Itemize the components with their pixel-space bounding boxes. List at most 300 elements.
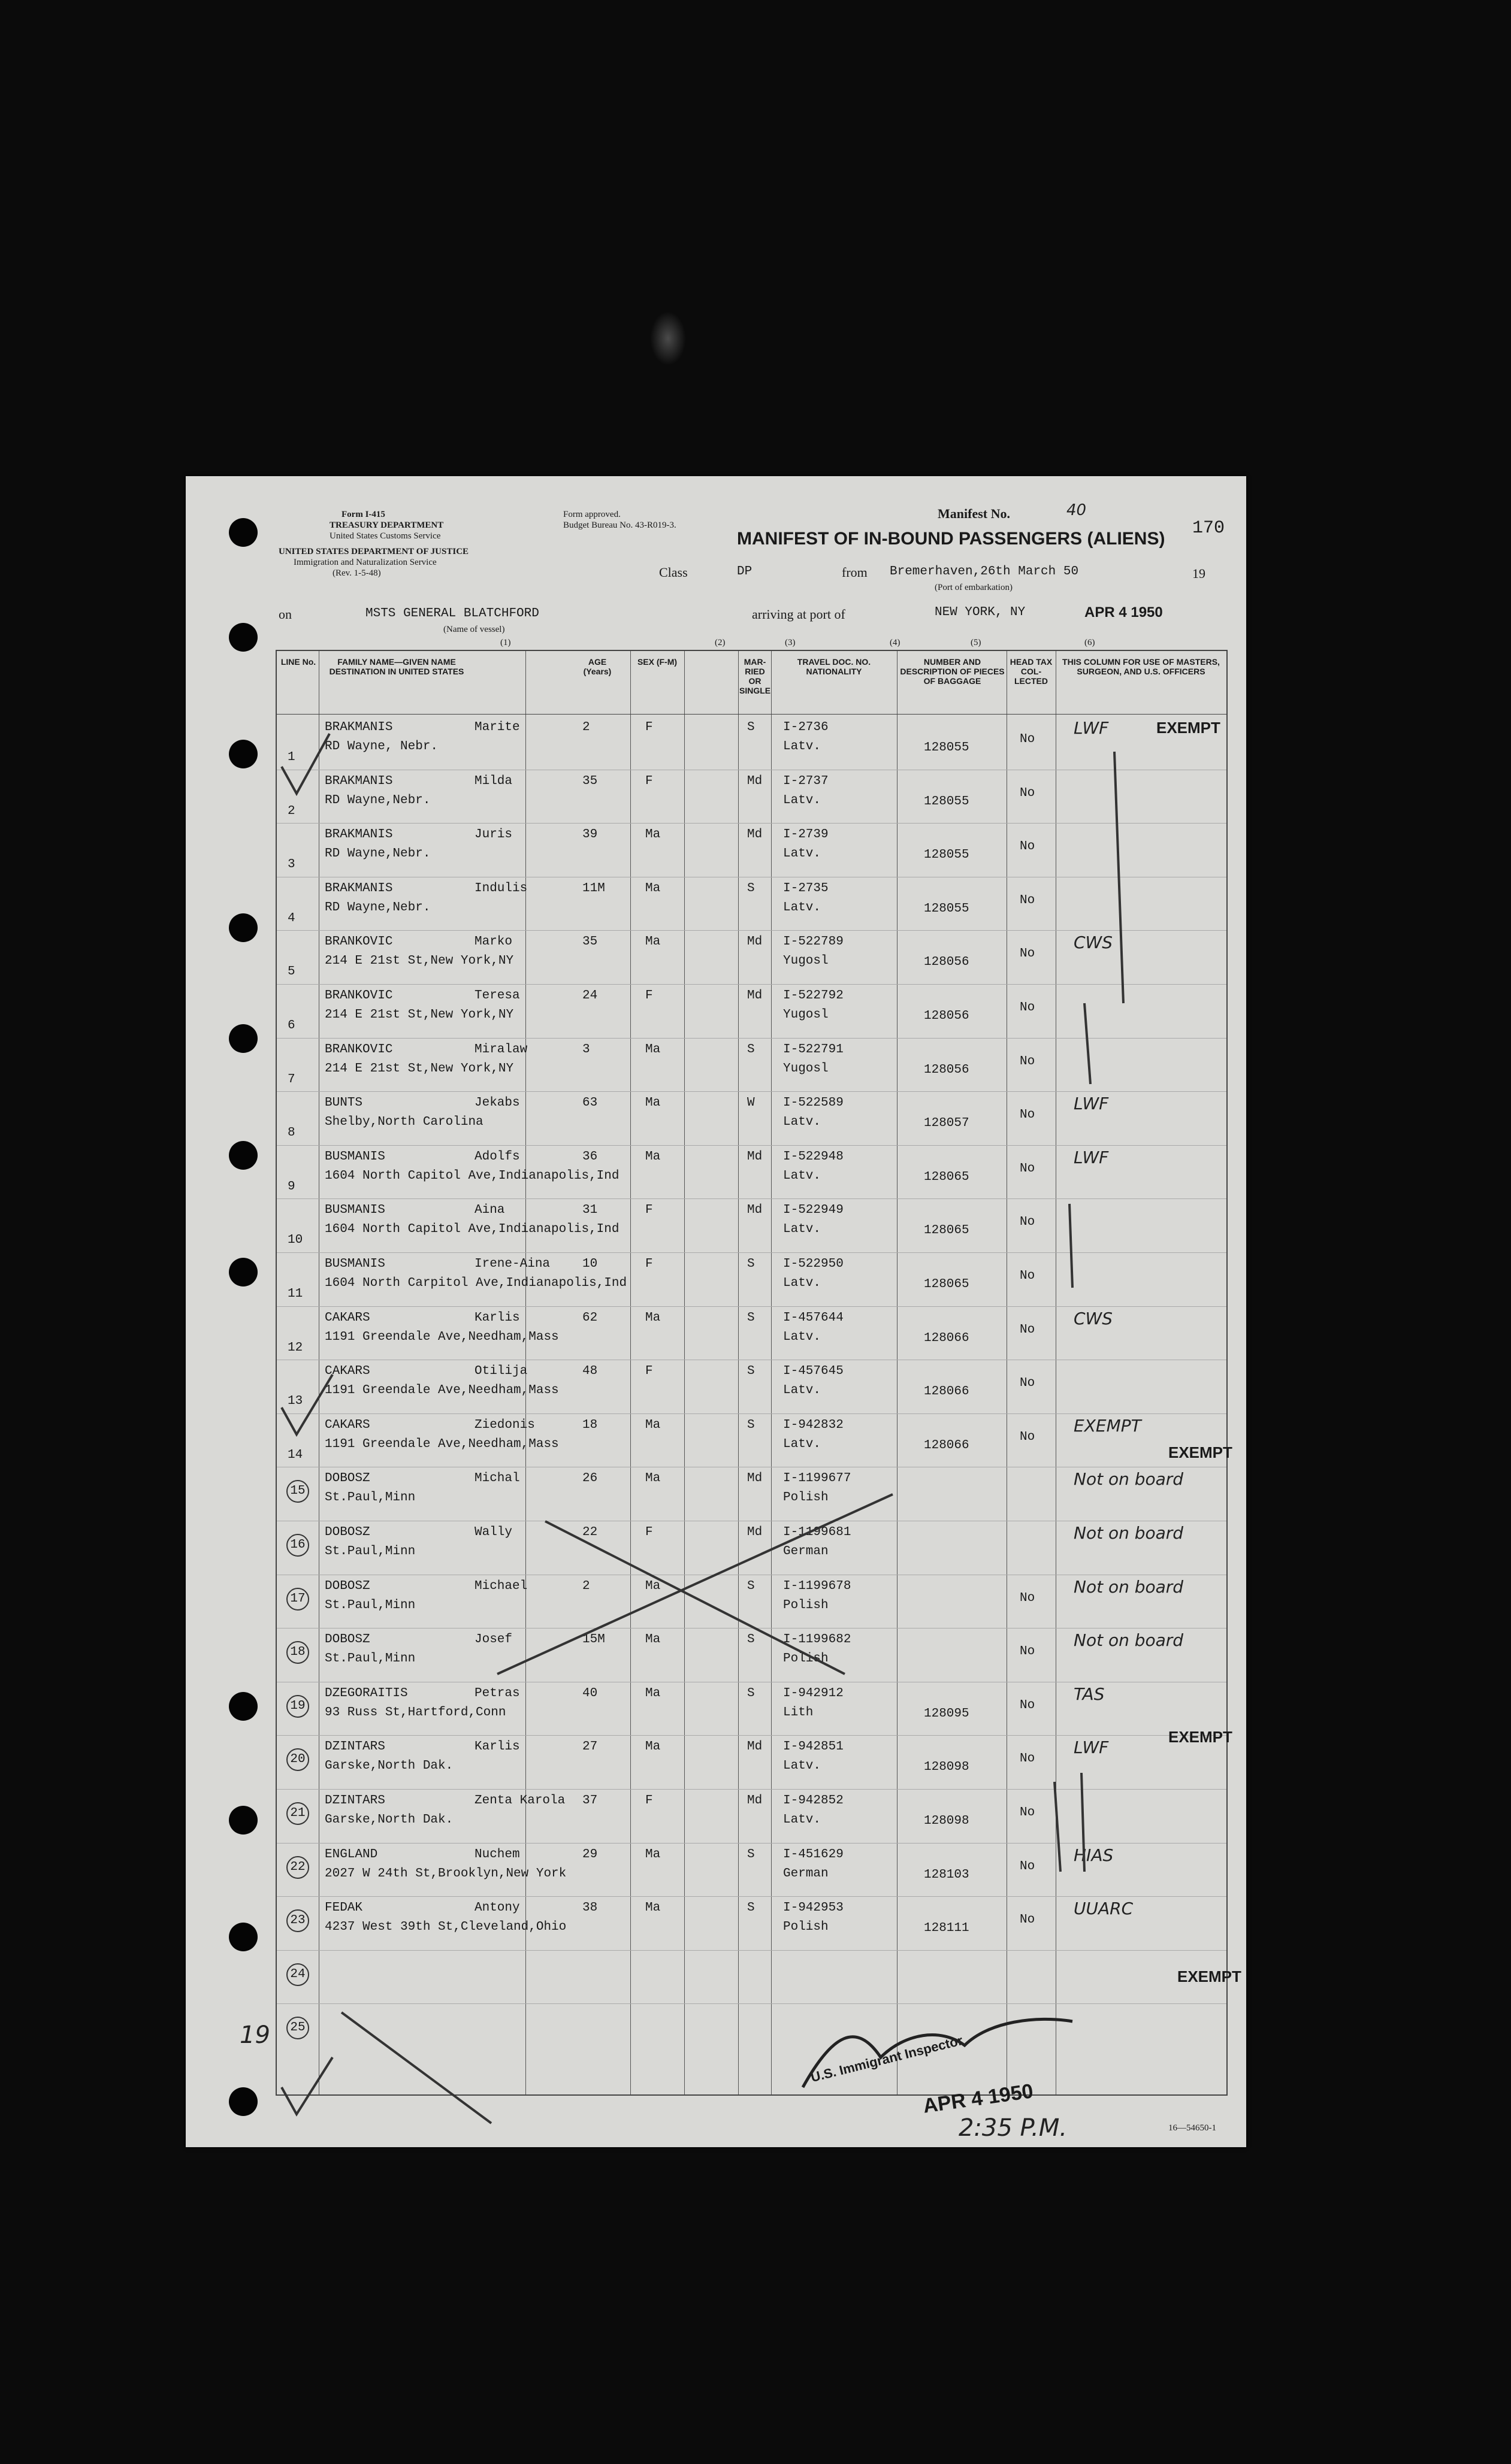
destination: 1191 Greendale Ave,Needham,Mass — [325, 1330, 559, 1344]
head-tax: No — [1020, 1054, 1035, 1068]
sex: Ma — [645, 1847, 661, 1861]
line-number: 7 — [288, 1072, 295, 1086]
sex: Ma — [645, 1310, 661, 1325]
margin-number: 19 — [240, 2021, 270, 2049]
head-tax: No — [1020, 947, 1035, 961]
nationality: Latv. — [783, 1437, 821, 1451]
destination: Garske,North Dak. — [325, 1813, 454, 1827]
age: 24 — [582, 989, 598, 1003]
baggage: 128098 — [924, 1760, 969, 1775]
given-name: Wally — [475, 1525, 513, 1539]
nationality: Yugosl — [783, 954, 829, 968]
family-name: BRAKMANIS — [325, 721, 393, 734]
sex: F — [645, 1203, 653, 1218]
col-num-5: (5) — [971, 638, 981, 647]
line-number: 11 — [288, 1287, 303, 1301]
on-label: on — [279, 607, 292, 622]
nationality: Latv. — [783, 793, 821, 807]
travel-doc-number: I-522949 — [783, 1203, 844, 1218]
nationality: Polish — [783, 1920, 829, 1935]
travel-doc-number: I-1199678 — [783, 1579, 851, 1593]
sex: F — [645, 1525, 653, 1539]
from-label: from — [842, 565, 868, 580]
destination: RD Wayne, Nebr. — [325, 740, 439, 753]
handwritten-marks — [186, 476, 1246, 2147]
embark-caption: (Port of embarkation) — [935, 583, 1013, 592]
given-name: Otilija — [475, 1364, 528, 1379]
officer-note: Not on board — [1074, 1523, 1184, 1543]
family-name: BUSMANIS — [325, 1203, 385, 1218]
marital-status: S — [747, 1686, 755, 1700]
marital-status: Md — [747, 935, 763, 949]
marital-status: Md — [747, 1203, 763, 1218]
col-header-baggage: NUMBER AND DESCRIPTION OF PIECES OF BAGGAGE — [900, 657, 1005, 686]
family-name: BRANKOVIC — [325, 1042, 393, 1057]
ins-service: Immigration and Naturalization Service — [294, 558, 437, 567]
given-name: Teresa — [475, 989, 520, 1003]
col-header-head-tax: HEAD TAX COL-LECTED — [1010, 657, 1053, 686]
justice-dept: UNITED STATES DEPARTMENT OF JUSTICE — [279, 547, 469, 556]
marital-status: S — [747, 1847, 755, 1861]
head-tax: No — [1020, 1322, 1035, 1337]
embark-port: Bremerhaven,26th March 50 — [890, 565, 1079, 579]
line-number: 20 — [286, 1748, 309, 1771]
family-name: BUNTS — [325, 1096, 363, 1110]
col-header-sex: SEX (F-M) — [637, 657, 678, 667]
baggage: 128066 — [924, 1331, 969, 1345]
line-number: 6 — [288, 1019, 295, 1033]
col-header-line: LINE No. — [280, 657, 316, 667]
nationality: Latv. — [783, 1169, 821, 1183]
age: 37 — [582, 1794, 598, 1808]
nationality: Latv. — [783, 1222, 821, 1237]
col-header-married: MAR-RIED OR SINGLE — [739, 657, 771, 696]
travel-doc-number: I-2736 — [783, 721, 829, 734]
age: 36 — [582, 1149, 598, 1164]
col-header-age: AGE (Years) — [583, 657, 612, 677]
marital-status: W — [747, 1096, 755, 1110]
head-tax: No — [1020, 1806, 1035, 1820]
destination: 1604 North Carpitol Ave,Indianapolis,Ind — [325, 1276, 627, 1290]
treasury-dept: TREASURY DEPARTMENT — [330, 520, 444, 530]
sex: Ma — [645, 1149, 661, 1164]
family-name: DOBOSZ — [325, 1525, 370, 1539]
col-header-officers: THIS COLUMN FOR USE OF MASTERS, SURGEON, AND U.S. OFFICERS — [1062, 657, 1220, 677]
age: 26 — [582, 1472, 598, 1486]
age: 63 — [582, 1096, 598, 1110]
travel-doc-number: I-1199681 — [783, 1525, 851, 1539]
inspector-stamp-date: APR 4 1950 — [921, 2079, 1035, 2118]
sex: Ma — [645, 1472, 661, 1486]
marital-status: Md — [747, 1525, 763, 1539]
col-header-travel-doc: TRAVEL DOC. NO. NATIONALITY — [797, 657, 871, 677]
footer-code: 16—54650-1 — [1168, 2123, 1216, 2133]
family-name: BRAKMANIS — [325, 774, 393, 788]
line-number: 9 — [288, 1179, 295, 1194]
family-name: DZEGORAITIS — [325, 1686, 408, 1700]
baggage: 128111 — [924, 1921, 969, 1936]
marital-status: Md — [747, 989, 763, 1003]
given-name: Marite — [475, 721, 520, 734]
nationality: Latv. — [783, 1813, 821, 1827]
destination: St.Paul,Minn — [325, 1652, 416, 1666]
line-number: 16 — [286, 1534, 309, 1557]
marital-status: Md — [747, 1149, 763, 1164]
inspector-stamp-title: U.S. Immigrant Inspector — [809, 2032, 965, 2085]
marital-status: Md — [747, 1794, 763, 1808]
head-tax: No — [1020, 1001, 1035, 1015]
travel-doc-number: I-942852 — [783, 1794, 844, 1808]
line-number: 4 — [288, 911, 295, 925]
officer-note: CWS — [1074, 1308, 1113, 1328]
baggage: 128066 — [924, 1438, 969, 1452]
marital-status: S — [747, 881, 755, 895]
age: 29 — [582, 1847, 598, 1861]
line-number: 10 — [288, 1233, 303, 1248]
officer-note: LWF — [1074, 718, 1109, 738]
baggage: 128056 — [924, 1063, 969, 1077]
nationality: Latv. — [783, 1330, 821, 1344]
age: 35 — [582, 774, 598, 788]
line-number: 24 — [286, 1963, 309, 1986]
officer-note: LWF — [1074, 1094, 1109, 1114]
page-number: 170 — [1192, 518, 1225, 538]
head-tax: No — [1020, 1698, 1035, 1712]
travel-doc-number: I-451629 — [783, 1847, 844, 1861]
nationality: Yugosl — [783, 1061, 829, 1076]
destination: Garske,North Dak. — [325, 1759, 454, 1773]
marital-status: Md — [747, 1472, 763, 1486]
family-name: BUSMANIS — [325, 1149, 385, 1164]
family-name: DZINTARS — [325, 1740, 385, 1754]
destination: RD Wayne,Nebr. — [325, 900, 431, 915]
line-number: 12 — [288, 1340, 303, 1355]
baggage: 128095 — [924, 1706, 969, 1721]
officer-note: UUARC — [1074, 1899, 1134, 1919]
destination: 1604 North Capitol Ave,Indianapolis,Ind — [325, 1169, 619, 1183]
year-label: 19 — [1192, 566, 1205, 581]
line-number: 21 — [286, 1802, 309, 1825]
head-tax: No — [1020, 1108, 1035, 1122]
officer-note: Not on board — [1074, 1630, 1184, 1651]
line-number: 23 — [286, 1909, 309, 1932]
sex: F — [645, 774, 653, 788]
nationality: German — [783, 1545, 829, 1558]
marital-status: S — [747, 1418, 755, 1432]
sex: Ma — [645, 1686, 661, 1700]
officer-note: LWF — [1074, 1147, 1109, 1167]
given-name: Adolfs — [475, 1149, 520, 1164]
sex: F — [645, 989, 653, 1003]
travel-doc-number: I-1199677 — [783, 1472, 851, 1486]
destination: 214 E 21st St,New York,NY — [325, 954, 514, 968]
travel-doc-number: I-522789 — [783, 935, 844, 949]
given-name: Aina — [475, 1203, 505, 1218]
sex: F — [645, 721, 653, 734]
head-tax: No — [1020, 732, 1035, 746]
col-header-name: FAMILY NAME—GIVEN NAME DESTINATION IN UNITED STATES — [329, 657, 464, 677]
head-tax: No — [1020, 893, 1035, 907]
col-num-2: (2) — [715, 638, 726, 647]
given-name: Michael — [475, 1579, 528, 1593]
given-name: Juris — [475, 828, 513, 842]
head-tax: No — [1020, 840, 1035, 854]
sex: Ma — [645, 1042, 661, 1057]
age: 40 — [582, 1686, 598, 1700]
sex: Ma — [645, 1418, 661, 1432]
travel-doc-number: I-457645 — [783, 1364, 844, 1379]
destination: Shelby,North Carolina — [325, 1115, 483, 1130]
line-number: 13 — [288, 1394, 303, 1409]
vessel-caption: (Name of vessel) — [443, 625, 505, 634]
manifest-number: 40 — [1066, 501, 1087, 519]
sex: F — [645, 1794, 653, 1808]
sex: F — [645, 1364, 653, 1379]
age: 48 — [582, 1364, 598, 1379]
family-name: DOBOSZ — [325, 1579, 370, 1593]
destination: St.Paul,Minn — [325, 1545, 416, 1558]
nationality: Latv. — [783, 1115, 821, 1130]
age: 35 — [582, 935, 598, 949]
age: 18 — [582, 1418, 598, 1432]
line-number: 1 — [288, 750, 295, 764]
travel-doc-number: I-522950 — [783, 1257, 844, 1271]
destination: St.Paul,Minn — [325, 1491, 416, 1505]
sex: Ma — [645, 935, 661, 949]
given-name: Michal — [475, 1472, 520, 1486]
family-name: BRANKOVIC — [325, 989, 393, 1003]
officer-note: Not on board — [1074, 1576, 1184, 1597]
travel-doc-number: I-942832 — [783, 1418, 844, 1432]
exempt-stamp: EXEMPT — [1168, 1443, 1232, 1461]
line-number: 2 — [288, 804, 295, 818]
baggage: 128055 — [924, 741, 969, 755]
marital-status: S — [747, 1257, 755, 1271]
col-num-6: (6) — [1084, 638, 1095, 647]
arrival-date-stamp: APR 4 1950 — [1084, 604, 1163, 620]
marital-status: Md — [747, 1740, 763, 1754]
baggage: 128055 — [924, 848, 969, 862]
family-name: BUSMANIS — [325, 1257, 385, 1271]
col-num-1: (1) — [500, 638, 511, 647]
marital-status: S — [747, 1633, 755, 1647]
head-tax: No — [1020, 1645, 1035, 1659]
family-name: BRAKMANIS — [325, 828, 393, 842]
light-glare — [650, 311, 686, 365]
age: 22 — [582, 1525, 598, 1539]
sex: Ma — [645, 1096, 661, 1110]
manifest-page — [186, 476, 1246, 2147]
travel-doc-number: I-522589 — [783, 1096, 844, 1110]
age: 31 — [582, 1203, 598, 1218]
sex: Ma — [645, 1740, 661, 1754]
head-tax: No — [1020, 786, 1035, 800]
customs-service: United States Customs Service — [330, 531, 441, 541]
nationality: Polish — [783, 1598, 829, 1612]
manifest-label: Manifest No. — [938, 506, 1010, 521]
head-tax: No — [1020, 1591, 1035, 1605]
line-number: 22 — [286, 1856, 309, 1879]
destination: 4237 West 39th St,Cleveland,Ohio — [325, 1920, 567, 1935]
family-name: BRANKOVIC — [325, 935, 393, 949]
travel-doc-number: I-522792 — [783, 989, 844, 1003]
arrival-port: NEW YORK, NY — [935, 606, 1026, 619]
given-name: Miralaw — [475, 1042, 528, 1057]
baggage: 128055 — [924, 901, 969, 916]
marital-status: S — [747, 1901, 755, 1915]
inspector-signature — [803, 2019, 1072, 2087]
officer-note: LWF — [1074, 1737, 1109, 1758]
marital-status: S — [747, 1364, 755, 1379]
nationality: Latv. — [783, 1759, 821, 1773]
head-tax: No — [1020, 1913, 1035, 1927]
given-name: Marko — [475, 935, 513, 949]
inspector-stamp-time: 2:35 P.M. — [959, 2114, 1068, 2142]
age: 38 — [582, 1901, 598, 1915]
baggage: 128057 — [924, 1116, 969, 1131]
age: 39 — [582, 828, 598, 842]
baggage: 128065 — [924, 1278, 969, 1291]
head-tax: No — [1020, 1859, 1035, 1873]
destination: RD Wayne,Nebr. — [325, 847, 431, 861]
travel-doc-number: I-2739 — [783, 828, 829, 842]
nationality: Polish — [783, 1652, 829, 1666]
sex: Ma — [645, 1633, 661, 1647]
baggage: 128066 — [924, 1385, 969, 1399]
sex: Ma — [645, 1901, 661, 1915]
nationality: German — [783, 1866, 829, 1881]
family-name: CAKARS — [325, 1364, 370, 1379]
nationality: Latv. — [783, 847, 821, 861]
marital-status: S — [747, 1042, 755, 1057]
destination: 93 Russ St,Hartford,Conn — [325, 1705, 506, 1720]
age: 3 — [582, 1042, 590, 1057]
line-number: 8 — [288, 1126, 295, 1140]
given-name: Ziedonis — [475, 1418, 535, 1432]
officer-note: EXEMPT — [1074, 1415, 1141, 1436]
given-name: Zenta Karola — [475, 1794, 566, 1808]
line-number: 18 — [286, 1641, 309, 1664]
vessel-name: MSTS GENERAL BLATCHFORD — [365, 607, 539, 620]
head-tax: No — [1020, 1430, 1035, 1444]
family-name: DZINTARS — [325, 1794, 385, 1808]
exempt-stamp: EXEMPT — [1177, 1967, 1241, 1985]
baggage: 128065 — [924, 1224, 969, 1238]
form-approved: Form approved. — [563, 510, 621, 519]
class-label: Class — [659, 565, 688, 580]
given-name: Milda — [475, 774, 513, 788]
class-value: DP — [737, 565, 753, 579]
sex: Ma — [645, 1579, 661, 1593]
family-name: BRAKMANIS — [325, 881, 393, 895]
travel-doc-number: I-942851 — [783, 1740, 844, 1754]
family-name: DOBOSZ — [325, 1472, 370, 1486]
nationality: Latv. — [783, 740, 821, 753]
baggage: 128056 — [924, 1009, 969, 1023]
nationality: Latv. — [783, 900, 821, 915]
marital-status: S — [747, 721, 755, 734]
marital-status: S — [747, 1579, 755, 1593]
family-name: DOBOSZ — [325, 1633, 370, 1647]
travel-doc-number: I-2737 — [783, 774, 829, 788]
line-number: 15 — [286, 1480, 309, 1503]
age: 2 — [582, 1579, 590, 1593]
nationality: Latv. — [783, 1384, 821, 1398]
destination: 1191 Greendale Ave,Needham,Mass — [325, 1384, 559, 1398]
officer-note: CWS — [1074, 933, 1113, 953]
marital-status: Md — [747, 774, 763, 788]
head-tax: No — [1020, 1161, 1035, 1176]
given-name: Antony — [475, 1901, 520, 1915]
travel-doc-number: I-522791 — [783, 1042, 844, 1057]
baggage: 128055 — [924, 794, 969, 809]
document-title: MANIFEST OF IN-BOUND PASSENGERS (ALIENS) — [737, 529, 1165, 549]
travel-doc-number: I-522948 — [783, 1149, 844, 1164]
form-number: Form I-415 — [342, 510, 385, 519]
age: 27 — [582, 1740, 598, 1754]
sex: Ma — [645, 881, 661, 895]
officer-note: Not on board — [1074, 1469, 1184, 1490]
destination: 214 E 21st St,New York,NY — [325, 1008, 514, 1022]
line-number: 5 — [288, 965, 295, 979]
age: 10 — [582, 1257, 598, 1271]
sex: Ma — [645, 828, 661, 842]
officer-note: TAS — [1074, 1684, 1105, 1704]
arriving-label: arriving at port of — [752, 607, 845, 622]
given-name: Karlis — [475, 1310, 520, 1325]
given-name: Nuchem — [475, 1847, 520, 1861]
travel-doc-number: I-942953 — [783, 1901, 844, 1915]
destination: St.Paul,Minn — [325, 1598, 416, 1612]
head-tax: No — [1020, 1215, 1035, 1230]
age: 62 — [582, 1310, 598, 1325]
officer-note: HIAS — [1074, 1845, 1114, 1865]
exempt-stamp: EXEMPT — [1168, 1728, 1232, 1746]
family-name: ENGLAND — [325, 1847, 378, 1861]
head-tax: No — [1020, 1752, 1035, 1766]
revision: (Rev. 1-5-48) — [333, 568, 381, 578]
travel-doc-number: I-2735 — [783, 881, 829, 895]
destination: 2027 W 24th St,Brooklyn,New York — [325, 1866, 567, 1881]
given-name: Jekabs — [475, 1096, 520, 1110]
nationality: Lith — [783, 1705, 814, 1720]
travel-doc-number: I-457644 — [783, 1310, 844, 1325]
age: 2 — [582, 721, 590, 734]
age: 15M — [582, 1633, 605, 1647]
head-tax: No — [1020, 1376, 1035, 1391]
family-name: CAKARS — [325, 1418, 370, 1432]
given-name: Petras — [475, 1686, 520, 1700]
line-number: 19 — [286, 1695, 309, 1718]
destination: RD Wayne,Nebr. — [325, 793, 431, 807]
destination: 214 E 21st St,New York,NY — [325, 1061, 514, 1076]
travel-doc-number: I-1199682 — [783, 1633, 851, 1647]
marital-status: Md — [747, 828, 763, 842]
baggage: 128103 — [924, 1867, 969, 1882]
travel-doc-number: I-942912 — [783, 1686, 844, 1700]
sex: F — [645, 1257, 653, 1271]
line-number: 14 — [288, 1448, 303, 1462]
destination: 1604 North Capitol Ave,Indianapolis,Ind — [325, 1222, 619, 1237]
budget-bureau: Budget Bureau No. 43-R019-3. — [563, 520, 676, 530]
nationality: Yugosl — [783, 1008, 829, 1022]
given-name: Josef — [475, 1633, 513, 1647]
exempt-stamp: EXEMPT — [1156, 719, 1220, 737]
line-number: 17 — [286, 1588, 309, 1611]
col-num-3: (3) — [785, 638, 796, 647]
given-name: Indulis — [475, 881, 528, 895]
head-tax: No — [1020, 1269, 1035, 1283]
